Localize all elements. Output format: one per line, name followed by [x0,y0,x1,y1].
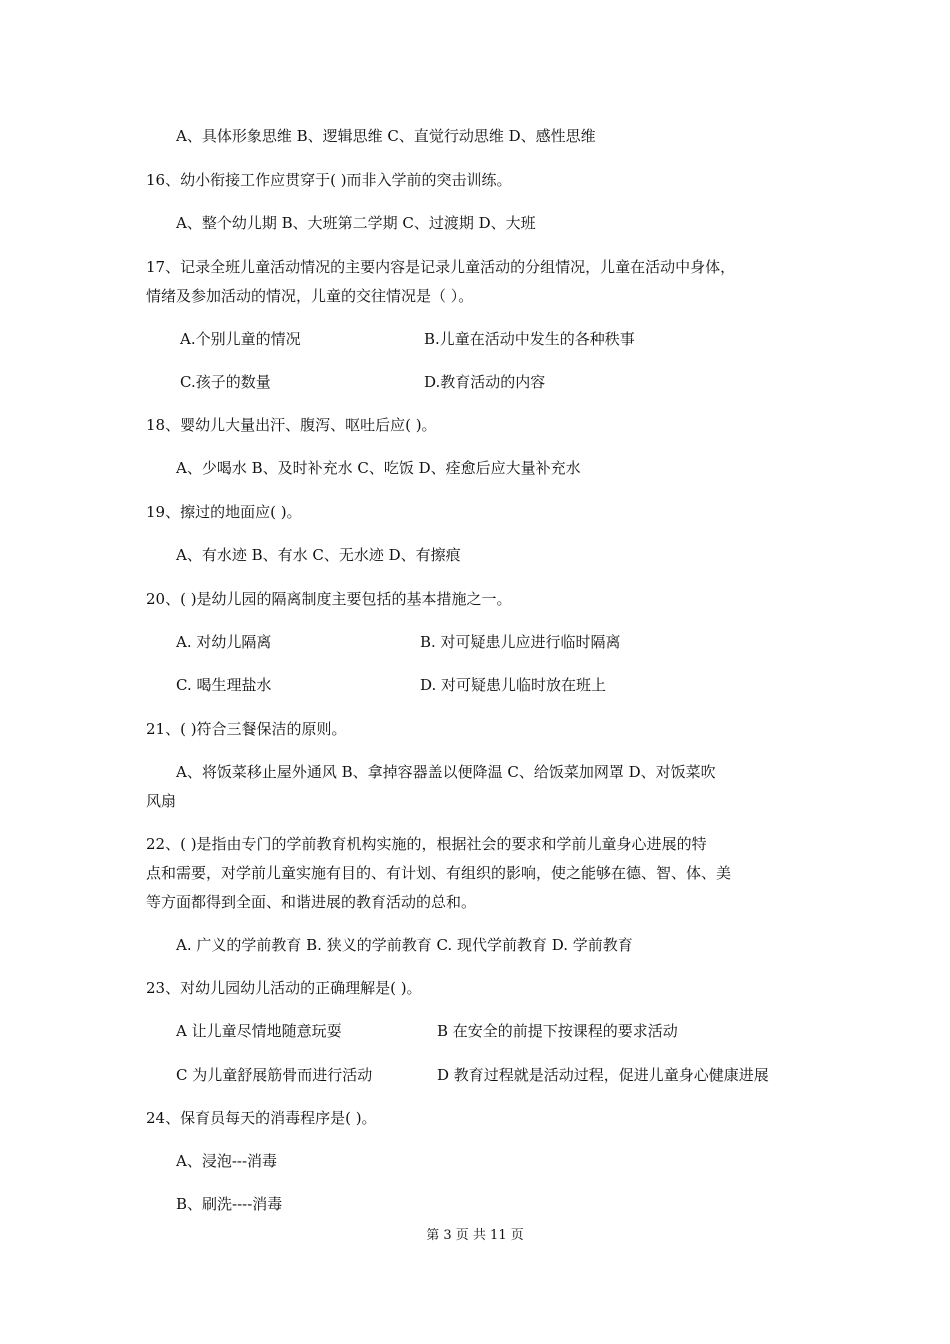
q24-option-a: A、浸泡---消毒 [176,1152,278,1170]
q19-stem: 19、擦过的地面应( )。 [146,503,302,521]
q18-stem: 18、婴幼儿大量出汗、腹泻、呕吐后应( )。 [146,416,437,434]
q17-stem-line1: 17、记录全班儿童活动情况的主要内容是记录儿童活动的分组情况，儿童在活动中身体， [146,258,736,276]
q22-stem-line3: 等方面都得到全面、和谐进展的教育活动的总和。 [146,893,477,911]
q21-stem: 21、( )符合三餐保洁的原则。 [146,720,347,738]
q24-option-b: B、刷洗----消毒 [176,1195,283,1213]
q20-stem: 20、( )是幼儿园的隔离制度主要包括的基本措施之一。 [146,590,512,608]
q23-option-d: D 教育过程就是活动过程，促进儿童身心健康进展 [437,1066,769,1084]
q23-option-c: C 为儿童舒展筋骨而进行活动 [176,1066,373,1084]
q20-option-b: B. 对可疑患儿应进行临时隔离 [420,633,621,651]
q21-options-line1: A、将饭菜移止屋外通风 B、拿掉容器盖以便降温 C、给饭菜加网罩 D、对饭菜吹 [176,763,716,781]
q20-option-a: A. 对幼儿隔离 [176,633,272,651]
q19-options: A、有水迹 B、有水 C、无水迹 D、有擦痕 [176,546,461,564]
q16-options: A、整个幼儿期 B、大班第二学期 C、过渡期 D、大班 [176,214,536,232]
q23-option-b: B 在安全的前提下按课程的要求活动 [437,1022,678,1040]
page-number: 第 3 页 共 11 页 [426,1228,524,1243]
q17-option-d: D.教育活动的内容 [424,373,546,391]
q23-stem: 23、对幼儿园幼儿活动的正确理解是( )。 [146,979,422,997]
q15-options: A、具体形象思维 B、逻辑思维 C、直觉行动思维 D、感性思维 [176,127,596,145]
q20-option-d: D. 对可疑患儿临时放在班上 [420,676,607,694]
q17-stem-line2: 情绪及参加活动的情况，儿童的交往情况是（ ）。 [146,287,474,305]
q20-option-c: C. 喝生理盐水 [176,676,272,694]
q22-stem-line1: 22、( )是指由专门的学前教育机构实施的，根据社会的要求和学前儿童身心进展的特 [146,835,707,853]
q22-stem-line2: 点和需要，对学前儿童实施有目的、有计划、有组织的影响，使之能够在德、智、体、美 [146,864,732,882]
q17-option-c: C.孩子的数量 [180,373,271,391]
q17-option-a: A.个别儿童的情况 [180,330,301,348]
q16-stem: 16、幼小衔接工作应贯穿于( )而非入学前的突击训练。 [146,171,512,189]
q17-option-b: B.儿童在活动中发生的各种秩事 [424,330,635,348]
q22-options: A. 广义的学前教育 B. 狭义的学前教育 C. 现代学前教育 D. 学前教育 [176,936,633,954]
q21-options-line2: 风扇 [146,792,177,810]
q18-options: A、少喝水 B、及时补充水 C、吃饭 D、痊愈后应大量补充水 [176,459,581,477]
q24-stem: 24、保育员每天的消毒程序是( )。 [146,1109,377,1127]
q23-option-a: A 让儿童尽情地随意玩耍 [176,1022,342,1040]
